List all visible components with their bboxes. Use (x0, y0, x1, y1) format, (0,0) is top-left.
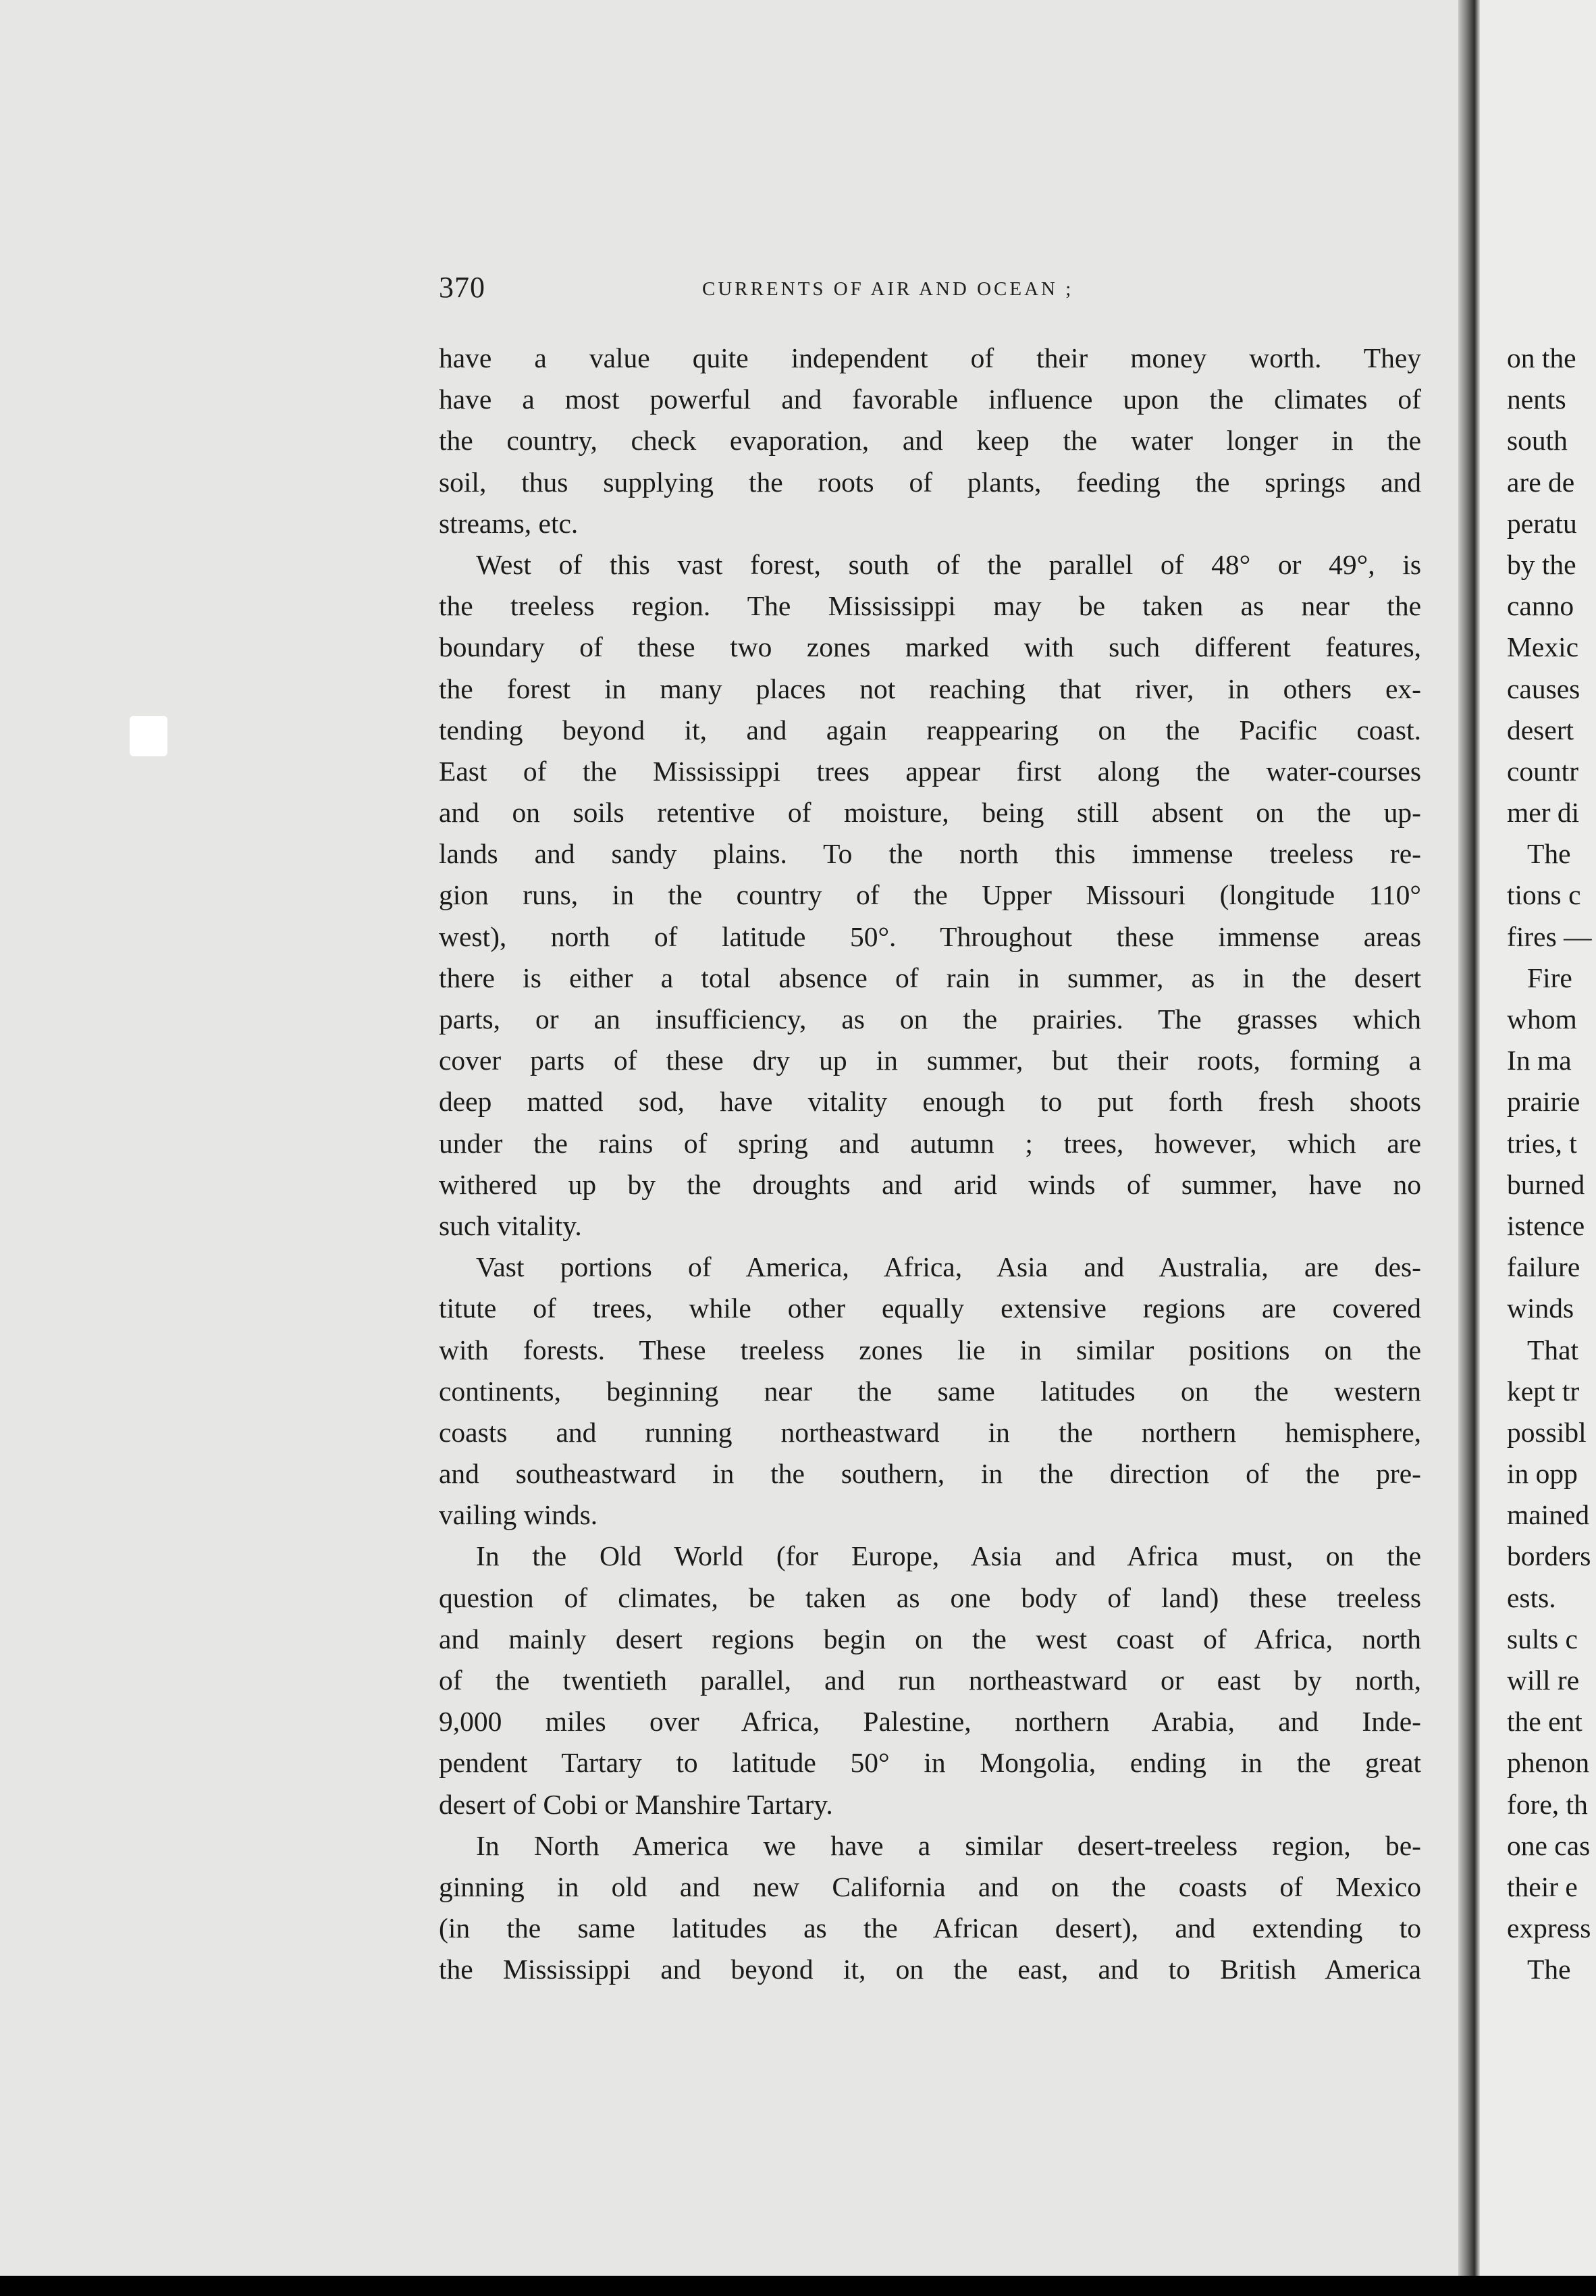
text-line: pendent Tartary to latitude 50° in Mongolia, ending in the great (439, 1747, 1421, 1779)
right-page-line: phenon (1507, 1747, 1590, 1779)
right-page-line: failure (1507, 1251, 1580, 1283)
text-line: 9,000 miles over Africa, Palestine, northern Arabia, and Inde- (439, 1706, 1421, 1738)
text-line: withered up by the droughts and arid winds of summer, have no (439, 1168, 1421, 1200)
right-page-line: desert (1507, 714, 1574, 746)
right-page-line: tions c (1507, 879, 1581, 911)
right-page-line: kept tr (1507, 1375, 1580, 1407)
text-line: have a most powerful and favorable influence upon the climates of (439, 384, 1421, 415)
right-page-line: Fire (1527, 962, 1572, 993)
right-page-line: express (1507, 1912, 1591, 1944)
text-line: and southeastward in the southern, in the direction of the pre- (439, 1458, 1421, 1490)
right-page-line: by the (1507, 548, 1576, 580)
text-line: soil, thus supplying the roots of plants, feeding the springs and (439, 466, 1421, 498)
text-line: the Mississippi and beyond it, on the east, and to British America (439, 1954, 1421, 1985)
scan-speck (130, 716, 167, 756)
right-page-line: The (1527, 1954, 1571, 1985)
right-page-line: sults c (1507, 1623, 1578, 1654)
text-line: and mainly desert regions begin on the west coast of Africa, north (439, 1623, 1421, 1654)
right-page-line: tries, t (1507, 1127, 1577, 1159)
text-line: Vast portions of America, Africa, Asia and Australia, are des- (476, 1251, 1421, 1283)
right-page-line: one cas (1507, 1829, 1591, 1861)
running-title: CURRENTS OF AIR AND OCEAN ; (702, 278, 1074, 300)
right-page-line: In ma (1507, 1045, 1572, 1076)
right-page-line: canno (1507, 590, 1574, 622)
text-line: question of climates, be taken as one body of land) these treeless (439, 1582, 1421, 1613)
page-number: 370 (439, 271, 485, 304)
right-page-line: istence (1507, 1209, 1585, 1241)
text-line: In North America we have a similar desert-treeless region, be- (476, 1829, 1421, 1861)
text-line: coasts and running northeastward in the northern hemisphere, (439, 1416, 1421, 1448)
body-text (439, 338, 1421, 1991)
right-page-line: winds (1507, 1293, 1574, 1324)
text-line: the treeless region. The Mississippi may be taken as near the (439, 590, 1421, 622)
right-page-line: nents (1507, 384, 1566, 415)
right-page-line: borders (1507, 1540, 1591, 1572)
scan-bottom-border (0, 2276, 1596, 2296)
text-line: the forest in many places not reaching that river, in others ex- (439, 673, 1421, 704)
text-line: of the twentieth parallel, and run northeastward or east by north, (439, 1665, 1421, 1696)
right-page-edge (1480, 0, 1596, 2276)
text-line: West of this vast forest, south of the parallel of 48° or 49°, is (476, 548, 1421, 580)
right-page-line: will re (1507, 1665, 1580, 1696)
text-line: parts, or an insufficiency, as on the prairies. The grasses which (439, 1003, 1421, 1035)
text-line: ginning in old and new California and on the coasts of Mexico (439, 1871, 1421, 1902)
text-line: have a value quite independent of their money worth. They (439, 342, 1421, 373)
right-page-line: fires — (1507, 920, 1592, 952)
right-page-line: fore, th (1507, 1788, 1588, 1820)
right-page-line: their e (1507, 1871, 1578, 1902)
text-line: tending beyond it, and again reappearing on the Pacific coast. (439, 714, 1421, 746)
right-page-line: countr (1507, 755, 1579, 787)
right-page-line: in opp (1507, 1458, 1578, 1490)
text-line: under the rains of spring and autumn ; trees, however, which are (439, 1127, 1421, 1159)
right-page-line: south (1507, 425, 1568, 456)
right-page-line: peratu (1507, 507, 1577, 539)
right-page-line: The (1527, 838, 1571, 870)
text-line: the country, check evaporation, and keep the water longer in the (439, 425, 1421, 456)
text-line: lands and sandy plains. To the north this immense treeless re- (439, 838, 1421, 870)
text-line: titute of trees, while other equally extensive regions are covered (439, 1293, 1421, 1324)
right-page-line: mained (1507, 1499, 1590, 1531)
right-page-line: That (1527, 1334, 1579, 1365)
right-page-line: the ent (1507, 1706, 1582, 1738)
text-line: desert of Cobi or Manshire Tartary. (439, 1788, 833, 1820)
right-page-text (1507, 338, 1596, 1991)
right-page-line: on the (1507, 342, 1576, 373)
right-page-line: prairie (1507, 1086, 1580, 1118)
right-page-line: burned (1507, 1168, 1585, 1200)
text-line: (in the same latitudes as the African desert), and extending to (439, 1912, 1421, 1944)
right-page-line: ests. (1507, 1582, 1556, 1613)
text-line: continents, beginning near the same latitudes on the western (439, 1375, 1421, 1407)
text-line: streams, etc. (439, 507, 579, 539)
text-line: there is either a total absence of rain in summer, as in the desert (439, 962, 1421, 993)
text-line: deep matted sod, have vitality enough to put forth fresh shoots (439, 1086, 1421, 1118)
book-gutter (1458, 0, 1480, 2276)
text-line: boundary of these two zones marked with such different features, (439, 631, 1421, 663)
text-line: cover parts of these dry up in summer, but their roots, forming a (439, 1045, 1421, 1076)
page-header (439, 270, 1425, 311)
right-page-line: are de (1507, 466, 1575, 498)
right-page-line: mer di (1507, 797, 1580, 829)
right-page-line: causes (1507, 673, 1580, 704)
text-line: In the Old World (for Europe, Asia and Africa must, on the (476, 1540, 1421, 1572)
text-line: such vitality. (439, 1209, 582, 1241)
right-page-line: whom (1507, 1003, 1577, 1035)
text-line: and on soils retentive of moisture, being still absent on the up- (439, 797, 1421, 829)
text-line: with forests. These treeless zones lie in similar positions on the (439, 1334, 1421, 1365)
text-line: vailing winds. (439, 1499, 598, 1531)
text-line: west), north of latitude 50°. Throughout these immense areas (439, 920, 1421, 952)
right-page-line: Mexic (1507, 631, 1579, 663)
right-page-line: possibl (1507, 1416, 1587, 1448)
text-line: gion runs, in the country of the Upper Missouri (longitude 110° (439, 879, 1421, 911)
text-line: East of the Mississippi trees appear first along the water-courses (439, 755, 1421, 787)
